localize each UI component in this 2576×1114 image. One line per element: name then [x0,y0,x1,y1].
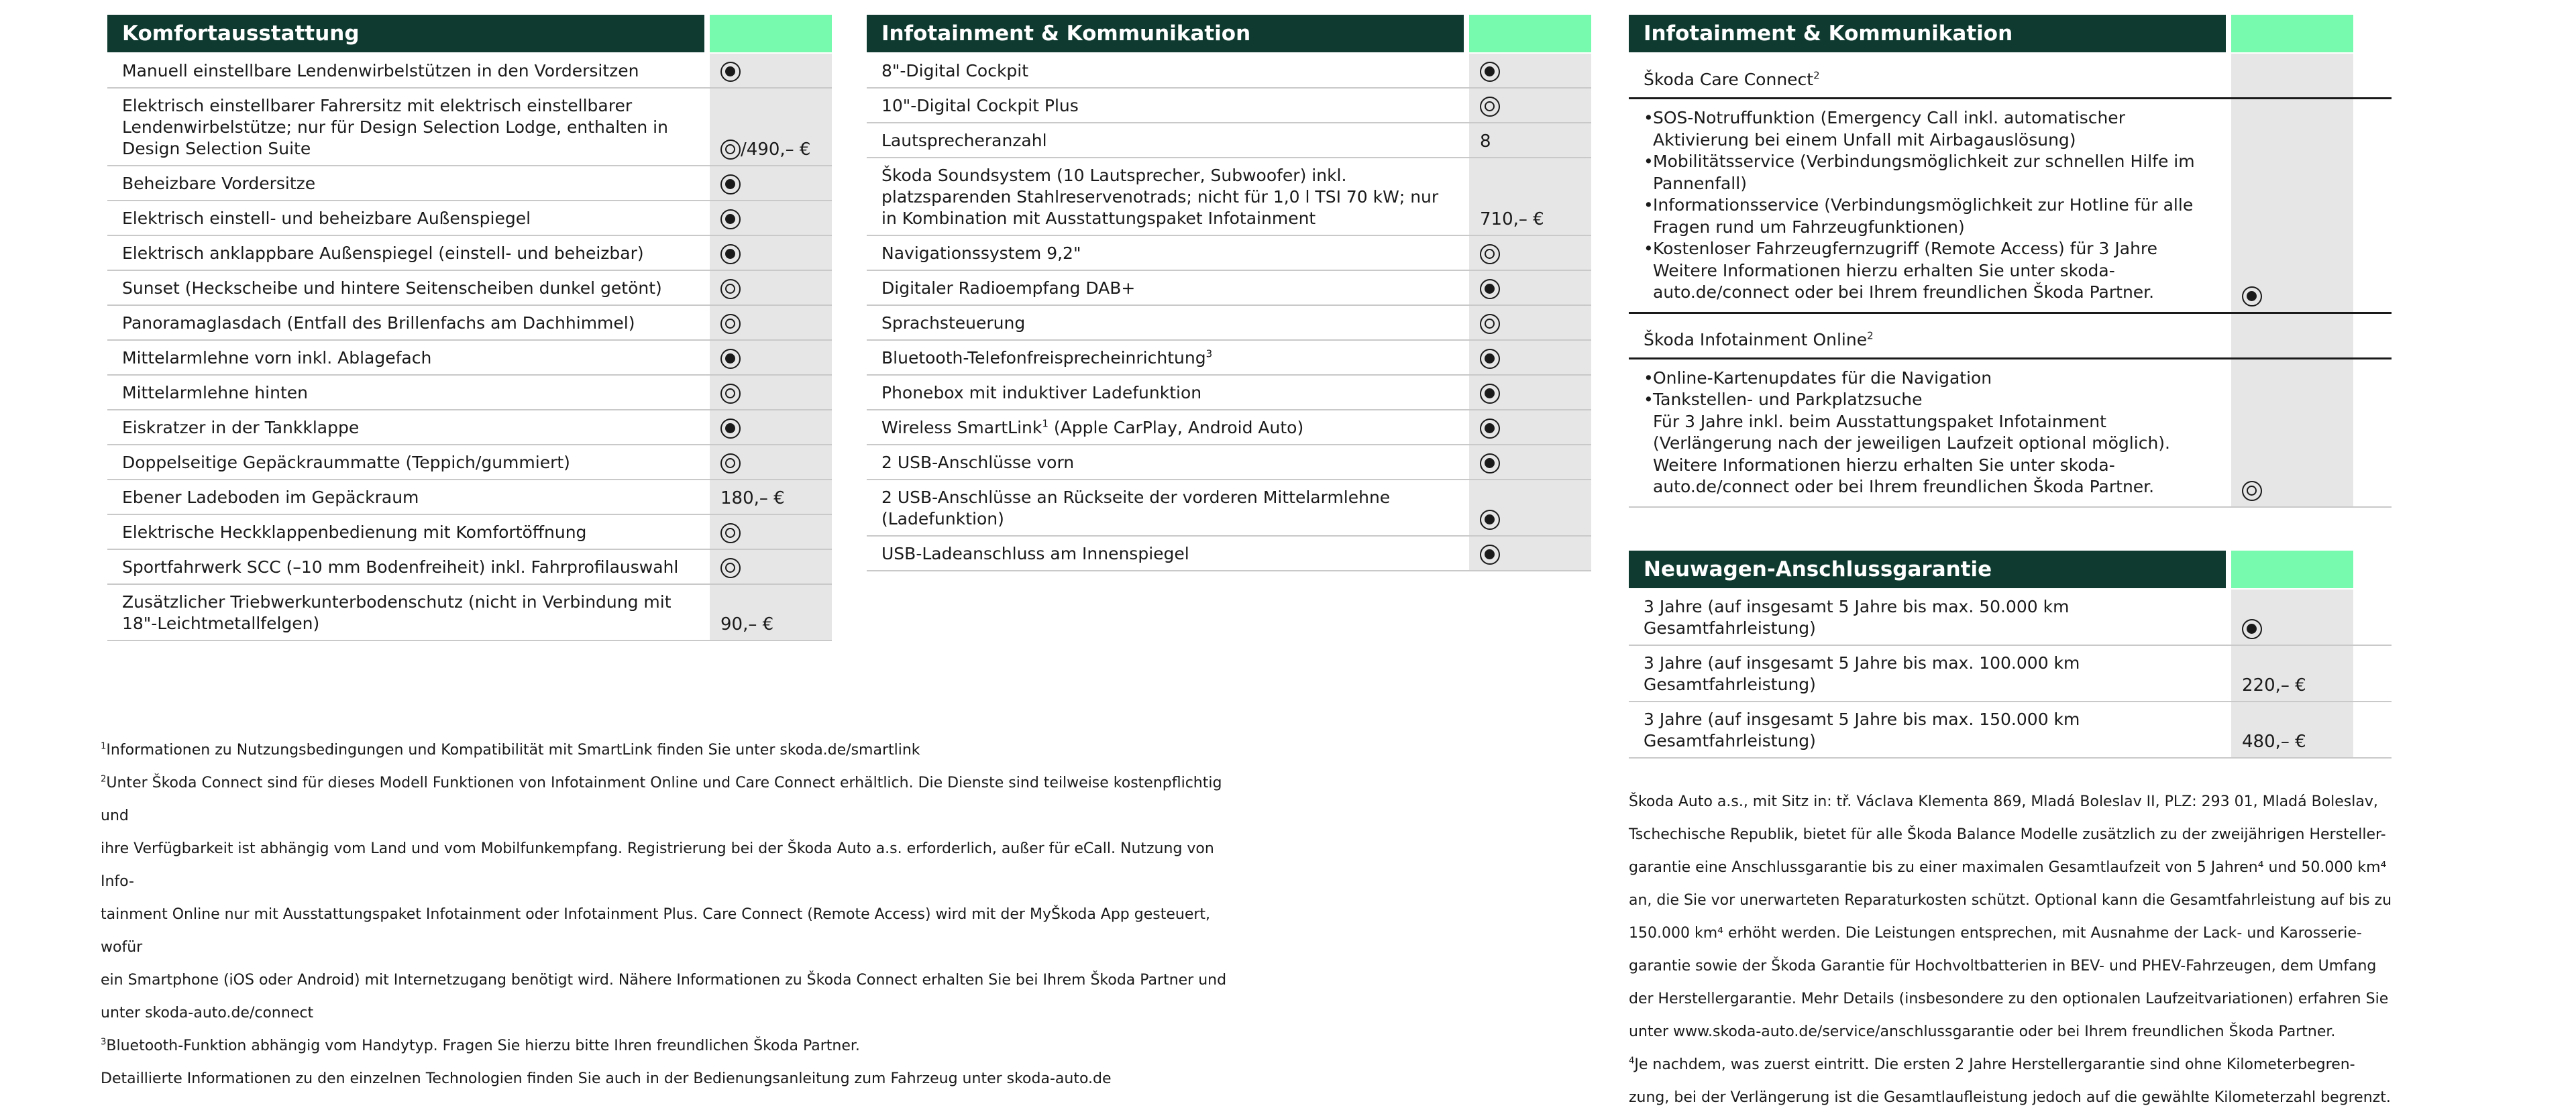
optional-equipment-icon [1480,244,1500,264]
standard-equipment-icon [1480,62,1500,82]
footnote-number: 3 [101,1037,107,1048]
standard-equipment-icon [720,419,741,439]
info1-row-price: 710,– € [1480,209,1544,229]
optional-equipment-icon [720,384,741,404]
info1-row [867,123,1591,158]
komfort-row-label: Sunset (Heckscheibe und hintere Seitenscheiben dunkel getönt) [122,278,662,298]
info1-row [867,271,1591,306]
info1-row [867,480,1591,537]
standard-equipment-icon [720,244,741,264]
optional-equipment-icon [720,523,741,543]
footnote-text: ein Smartphone (iOS oder Android) mit Internetzugang benötigt wird. Nähere Informationen zu Škoda Connect erhalten Sie bei Ihrem Škoda Partner und [101,972,1227,989]
standard-equipment-icon [1480,279,1500,299]
info1-row-label: Sprachsteuerung [881,313,1026,333]
info1-row-value [1469,410,1591,444]
info1-row [867,89,1591,123]
komfort-row-label: Elektrische Heckklappenbedienung mit Komfortöffnung [122,522,587,542]
optional-equipment-icon [720,558,741,578]
komfort-row [107,271,832,306]
info1-row-footnote-ref: 1 [1042,417,1049,430]
komfort-row [107,306,832,341]
komfort-row-price: 90,– € [720,614,774,634]
footnote-line [1629,950,2392,983]
standard-equipment-icon [720,209,741,229]
footnote-line [1629,1015,2392,1048]
komfort-row-price: /490,– € [741,140,811,160]
komfort-row-label: Manuell einstellbare Lendenwirbelstützen in den Vordersitzen [122,61,639,80]
footnote-text: der Herstellergarantie. Mehr Details (insbesondere zu den optionalen Laufzeitvariationen) erfahren Sie [1629,990,2389,1007]
standard-equipment-icon [720,349,741,369]
komfort-row-value [710,550,832,583]
footnote-line [101,997,1241,1029]
info1-row-value [1469,306,1591,339]
info1-row-price: 8 [1480,131,1491,152]
komfort-row-value [710,306,832,339]
info1-row-label: Navigationssystem 9,2" [881,243,1081,263]
footnote-line [101,734,1241,767]
komfort-header [107,15,832,52]
info1-row-label: 10"-Digital Cockpit Plus [881,96,1079,115]
garantie-row-price: 480,– € [2242,731,2306,752]
komfort-row-value [710,410,832,444]
info1-row-label: Phonebox mit induktiver Ladefunktion [881,383,1202,402]
info1-table [867,15,1591,571]
info1-row [867,376,1591,410]
footnote-text: Detaillierte Informationen zu den einzelnen Technologien finden Sie auch in der Bedienungsanleitung zum Fahrzeug unter skoda-auto.de [101,1070,1112,1087]
footnote-line [101,898,1241,964]
info1-row-value [1469,89,1591,122]
info2-title: Infotainment & Kommunikation [1629,15,2226,52]
info1-row-value [1469,341,1591,374]
garantie-row [1629,702,2392,759]
info1-row-label-suffix: (Apple CarPlay, Android Auto) [1048,418,1304,437]
info1-row-value [1469,236,1591,270]
care-connect-value [2231,99,2353,312]
footnote-text: an, die Sie vor unerwarteten Reparaturkosten schützt. Optional kann die Gesamtfahrleistung auf bis zu [1629,891,2392,909]
komfort-row-value [710,54,832,87]
care-connect-heading-row [1629,54,2392,99]
footnote-line [101,832,1241,898]
komfort-row [107,480,832,515]
komfort-row-value [710,585,832,640]
info1-row [867,158,1591,236]
komfort-row-label: Elektrisch einstell- und beheizbare Außenspiegel [122,209,531,228]
garantie-row-value [2231,590,2353,645]
standard-equipment-icon [1480,453,1500,474]
footnote-line [1629,884,2392,917]
garantie-row-label: 3 Jahre (auf insgesamt 5 Jahre bis max. 150.000 km Gesamtfahrleistung) [1644,709,2080,750]
komfort-header-accent [710,15,832,52]
info1-row [867,445,1591,480]
komfort-row [107,515,832,550]
komfort-row-label: Elektrisch anklappbare Außenspiegel (einstell- und beheizbar) [122,243,644,263]
optional-equipment-icon [720,279,741,299]
komfort-row [107,550,832,585]
komfort-row-label: Doppelseitige Gepäckraummatte (Teppich/gummiert) [122,453,570,472]
info1-title: Infotainment & Kommunikation [867,15,1464,52]
info1-row-label: 2 USB-Anschlüsse vorn [881,453,1075,472]
optional-equipment-icon [1480,97,1500,117]
standard-equipment-icon [1480,510,1500,530]
info1-row-value [1469,480,1591,535]
footnote-line [1629,818,2392,851]
komfort-row [107,445,832,480]
footnote-text: garantie sowie der Škoda Garantie für Hochvoltbatterien in BEV- und PHEV-Fahrzeugen, dem Umfang [1629,957,2377,974]
care-connect-note: Weitere Informationen hierzu erhalten Sie unter skoda-auto.de/connect oder bei Ihrem freundlichen Škoda Partner. [1653,260,2155,302]
infotainment-online-bullet: • Tankstellen- und Parkplatzsuche [1644,389,2219,411]
info2-header [1629,15,2392,52]
optional-equipment-icon [1480,314,1500,334]
footnote-line [1629,917,2392,950]
garantie-row [1629,646,2392,702]
garantie-row-label: 3 Jahre (auf insgesamt 5 Jahre bis max. 50.000 km Gesamtfahrleistung) [1644,596,2070,638]
info1-row [867,341,1591,376]
garantie-row-price: 220,– € [2242,675,2306,695]
footnote-line [101,964,1241,997]
standard-equipment-icon [1480,419,1500,439]
infotainment-online-bullet: • Online-Kartenupdates für die Navigation [1644,368,2219,390]
komfort-row-value [710,201,832,235]
komfort-row [107,410,832,445]
komfort-row-label: Panoramaglasdach (Entfall des Brillenfachs am Dachhimmel) [122,313,635,333]
garantie-row-value [2231,646,2353,701]
komfort-row [107,585,832,641]
footnote-text: Bluetooth-Funktion abhängig vom Handytyp. Fragen Sie hierzu bitte Ihren freundlichen Škoda Partner. [106,1038,860,1054]
care-connect-heading: Škoda Care Connect [1644,70,1814,89]
info1-row [867,54,1591,89]
info1-row-label: 2 USB-Anschlüsse an Rückseite der vorderen Mittelarmlehne (Ladefunktion) [881,488,1391,528]
info1-row-label: USB-Ladeanschluss am Innenspiegel [881,544,1189,563]
info1-row-value [1469,445,1591,479]
footnote-text: Informationen zu Nutzungsbedingungen und Kompatibilität mit SmartLink finden Sie unter skoda.de/smartlink [106,742,920,759]
komfort-table [107,15,832,641]
info1-row [867,410,1591,445]
infotainment-online-heading-sup: 2 [1867,329,1874,342]
care-connect-bullet: • Kostenloser Fahrzeugfernzugriff (Remote Access) für 3 Jahre [1644,238,2219,260]
garantie-row-value [2231,702,2353,757]
standard-equipment-icon [720,174,741,194]
komfort-row-label: Ebener Ladeboden im Gepäckraum [122,488,419,507]
care-connect-heading-sup: 2 [1813,69,1820,82]
info1-row-value [1469,271,1591,304]
komfort-row-value [710,89,832,165]
standard-equipment-icon [1480,384,1500,404]
footnotes-right [1629,785,2392,1114]
infotainment-online-heading-row [1629,314,2392,359]
garantie-rows [1629,590,2392,759]
info1-row-label: Digitaler Radioempfang DAB+ [881,278,1136,298]
komfort-row [107,54,832,89]
footnote-line [1629,1048,2392,1081]
info1-row [867,236,1591,271]
standard-equipment-icon [1480,349,1500,369]
komfort-row-value [710,271,832,304]
komfort-row-label: Mittelarmlehne vorn inkl. Ablagefach [122,348,432,368]
garantie-header [1629,551,2392,588]
footnote-line [1629,1081,2392,1114]
info1-header-accent [1469,15,1591,52]
footnote-text: Škoda Auto a.s., mit Sitz in: tř. Václava Klementa 869, Mladá Boleslav II, PLZ: 293 01, Mladá Boleslav, [1629,793,2378,810]
info1-header [867,15,1591,52]
footnote-text: tainment Online nur mit Ausstattungspaket Infotainment oder Infotainment Plus. Care Connect (Remote Access) wird mit der MyŠkoda App gesteuert, wofür [101,906,1211,956]
standard-equipment-icon [720,62,741,82]
komfort-row-label: Beheizbare Vordersitze [122,174,316,193]
info2-table [1629,15,2392,1114]
standard-equipment-icon [1480,545,1500,565]
komfort-row-value [710,166,832,200]
optional-equipment-icon [720,140,741,160]
info1-row-label: Škoda Soundsystem (10 Lautsprecher, Subwoofer) inkl. platzsparenden Stahlreservenotrads; nicht für 1,0 l TSI 70 kW; nur in Kombination mit Ausstattungspaket Infotainment [881,166,1439,228]
komfort-row-value [710,480,832,514]
footnote-text: Unter Škoda Connect sind für dieses Modell Funktionen von Infotainment Online und Care Connect erhältlich. Die Dienste sind teilweise kostenpflichtig und [101,775,1222,824]
info1-row-footnote-ref: 3 [1205,347,1213,360]
info1-row-label: Lautsprecheranzahl [881,131,1047,150]
infotainment-online-note: Für 3 Jahre inkl. beim Ausstattungspaket Infotainment (Verlängerung nach der jeweiligen Laufzeit optional möglich). [1653,411,2170,453]
komfort-row-label: Elektrisch einstellbarer Fahrersitz mit elektrisch einstellbarer Lendenwirbelstütze; nur für Design Selection Lodge, enthalten in Design Selection Suite [122,96,668,158]
standard-equipment-icon [2242,619,2262,639]
komfort-row-value [710,515,832,549]
footnote-text: 150.000 km⁴ erhöht werden. Die Leistungen entsprechen, mit Ausnahme der Lack- und Karosserie- [1629,924,2362,942]
footnote-number: 1 [101,741,107,752]
footnotes-left [101,734,1241,1095]
footnote-text: unter skoda-auto.de/connect [101,1005,314,1021]
komfort-row-label: Sportfahrwerk SCC (–10 mm Bodenfreiheit) inkl. Fahrprofilauswahl [122,557,679,577]
info1-row [867,537,1591,571]
standard-equipment-icon [2242,286,2262,307]
info1-row-value [1469,537,1591,570]
komfort-row [107,201,832,236]
komfort-row-value [710,341,832,374]
care-connect-details-row [1629,99,2392,314]
info1-row-value [1469,158,1591,235]
footnote-line [1629,785,2392,818]
optional-equipment-icon [2242,481,2262,501]
infotainment-online-heading: Škoda Infotainment Online [1644,329,1868,349]
footnote-line [1629,851,2392,884]
info1-row-value [1469,123,1591,157]
info1-row-label: 8"-Digital Cockpit [881,61,1029,80]
komfort-row [107,166,832,201]
footnote-number: 2 [101,774,107,785]
garantie-title: Neuwagen-Anschlussgarantie [1629,551,2226,588]
footnote-text: ihre Verfügbarkeit ist abhängig vom Land und vom Mobilfunkempfang. Registrierung bei der Škoda Auto a.s. erforderlich, außer für eCall. Nutzung von Info- [101,840,1214,890]
care-connect-bullet: • Mobilitätsservice (Verbindungsmöglichkeit zur schnellen Hilfe im Pannenfall) [1644,151,2219,194]
footnote-text: garantie eine Anschlussgarantie bis zu einer maximalen Gesamtlaufzeit von 5 Jahren⁴ und 50.000 km⁴ [1629,858,2387,876]
komfort-title: Komfortausstattung [107,15,704,52]
komfort-row-value [710,236,832,270]
care-connect-bullet: • SOS-Notruffunktion (Emergency Call inkl. automatischer Aktivierung bei einem Unfall mit Airbagauslösung) [1644,107,2219,151]
infotainment-online-note: Weitere Informationen hierzu erhalten Sie unter skoda-auto.de/connect oder bei Ihrem freundlichen Škoda Partner. [1653,455,2155,496]
komfort-row-value [710,376,832,409]
info1-row-value [1469,54,1591,87]
optional-equipment-icon [720,453,741,474]
footnote-text: Je nachdem, was zuerst eintritt. Die ersten 2 Jahre Herstellergarantie sind ohne Kilometerbegren- [1634,1056,2355,1073]
komfort-row-value [710,445,832,479]
komfort-row-label: Eiskratzer in der Tankklappe [122,418,360,437]
info1-row-value [1469,376,1591,409]
garantie-header-accent [2231,551,2353,588]
garantie-row [1629,590,2392,646]
info1-rows [867,54,1591,571]
footnote-line [101,1062,1241,1095]
footnote-line [101,1029,1241,1062]
infotainment-online-details-row [1629,359,2392,508]
footnote-text: zung, bei der Verlängerung ist die Gesamtlaufleistung jedoch auf die gewählte Kilometerzahl begrenzt. [1629,1089,2391,1106]
info2-header-accent [2231,15,2353,52]
komfort-row [107,341,832,376]
komfort-row [107,89,832,166]
komfort-row [107,236,832,271]
komfort-row [107,376,832,410]
komfort-row-label: Mittelarmlehne hinten [122,383,308,402]
footnote-text: Tschechische Republik, bietet für alle Škoda Balance Modelle zusätzlich zu der zweijährigen Hersteller- [1629,826,2386,843]
footnote-line [1629,983,2392,1015]
care-connect-bullet: • Informationsservice (Verbindungsmöglichkeit zur Hotline für alle Fragen rund um Fahrzeugfunktionen) [1644,194,2219,238]
info1-row [867,306,1591,341]
komfort-row-label: Zusätzlicher Triebwerkunterbodenschutz (nicht in Verbindung mit 18"-Leichtmetallfelgen) [122,592,672,633]
komfort-row-price: 180,– € [720,488,785,508]
footnote-number: 4 [1629,1056,1635,1066]
info1-row-label: Bluetooth-Telefonfreisprecheinrichtung [881,348,1206,368]
infotainment-online-value [2231,359,2353,506]
footnote-line [101,767,1241,832]
garantie-row-label: 3 Jahre (auf insgesamt 5 Jahre bis max. 100.000 km Gesamtfahrleistung) [1644,653,2080,694]
komfort-rows [107,54,832,641]
info1-row-label: Wireless SmartLink [881,418,1042,437]
optional-equipment-icon [720,314,741,334]
footnote-text: unter www.skoda-auto.de/service/anschlussgarantie oder bei Ihrem freundlichen Škoda Partner. [1629,1023,2336,1040]
